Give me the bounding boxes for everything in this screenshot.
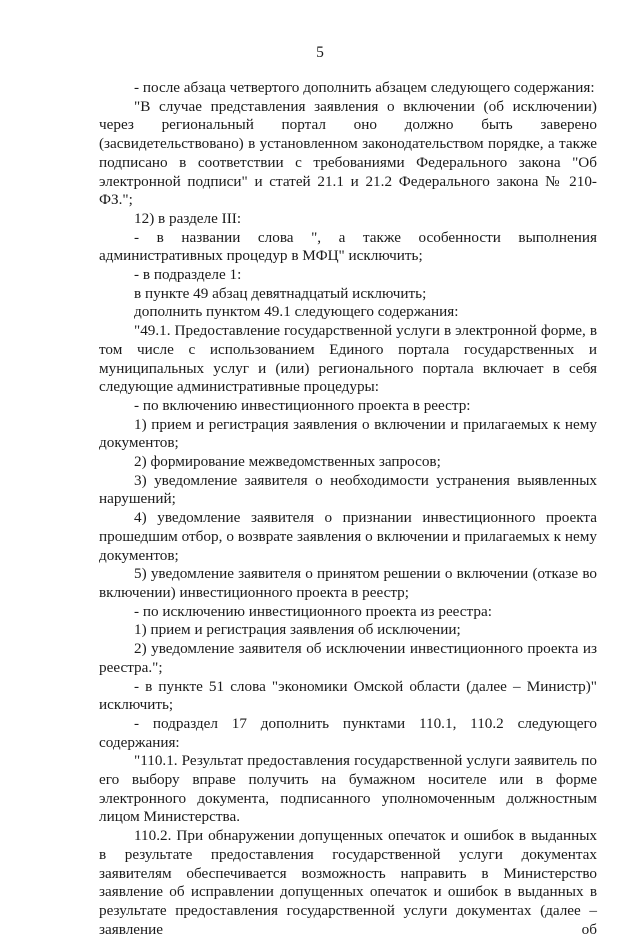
- paragraph: - в названии слова ", а также особенности выполнения административных процедур в МФЦ" исключить;: [99, 228, 597, 265]
- paragraph: 5) уведомление заявителя о принятом решении о включении (отказе во включении) инвестиционного проекта в реестр;: [99, 565, 597, 601]
- document-body: [99, 79, 597, 939]
- paragraph: 1) прием и регистрация заявления о включении и прилагаемых к нему документов;: [99, 415, 597, 452]
- page-number: 5: [316, 44, 324, 61]
- paragraph: 4) уведомление заявителя о признании инвестиционного проекта прошедшим отбор, о возврате заявления о включении и прилагаемых к нему документов;: [99, 509, 597, 564]
- paragraph: - по включению инвестиционного проекта в реестр:: [134, 396, 471, 414]
- paragraph: 2) уведомление заявителя об исключении инвестиционного проекта из реестра.";: [99, 640, 597, 676]
- paragraph: - после абзаца четвертого дополнить абзацем следующего содержания:: [134, 79, 595, 96]
- paragraph: 12) в разделе III:: [134, 209, 242, 227]
- paragraph: 3) уведомление заявителя о необходимости устранения выявленных нарушений;: [99, 471, 597, 508]
- paragraph: - в подразделе 1:: [134, 266, 242, 284]
- paragraph: "49.1. Предоставление государственной услуги в электронной форме, в том числе с использованием Единого портала государственных и муниципальных услуг и (или) регионального портала включает в себя следующие административные процедуры:: [99, 322, 597, 396]
- paragraph: "110.1. Результат предоставления государственной услуги заявитель по его выбору вправе получить на бумажном носителе или в форме электронного документа, подписанного уполномоченным должностным лицом Министерства.: [99, 752, 597, 826]
- paragraph: "В случае представления заявления о включении (об исключении) через региональный портал оно должно быть заверено (засвидетельствовано) в установленном законодательством порядке, а также подписано в соответствии с требованиями Федерального закона "Об электронной подписи" и статей 21.1 и 21.2 Федерального закона № 210-ФЗ.";: [99, 97, 597, 209]
- paragraph: - подраздел 17 дополнить пунктами 110.1, 110.2 следующего содержания:: [99, 714, 597, 751]
- paragraph: 1) прием и регистрация заявления об исключении;: [134, 621, 461, 639]
- paragraph: в пункте 49 абзац девятнадцатый исключить;: [134, 284, 427, 302]
- paragraph: дополнить пунктом 49.1 следующего содержания:: [134, 303, 459, 321]
- paragraph: 2) формирование межведомственных запросов;: [134, 453, 441, 471]
- paragraph: 110.2. При обнаружении допущенных опечаток и ошибок в выданных в результате предоставления государственной услуги документах заявителям обеспечивается возможность направить в Министерство заявление об исправлении допущенных опечаток и ошибок в выданных в результате предоставления государственной услуги документах (далее – заявление об: [99, 827, 597, 938]
- paragraph: - по исключению инвестиционного проекта из реестра:: [134, 602, 492, 620]
- paragraph: - в пункте 51 слова "экономики Омской области (далее – Министр)" исключить;: [99, 677, 597, 714]
